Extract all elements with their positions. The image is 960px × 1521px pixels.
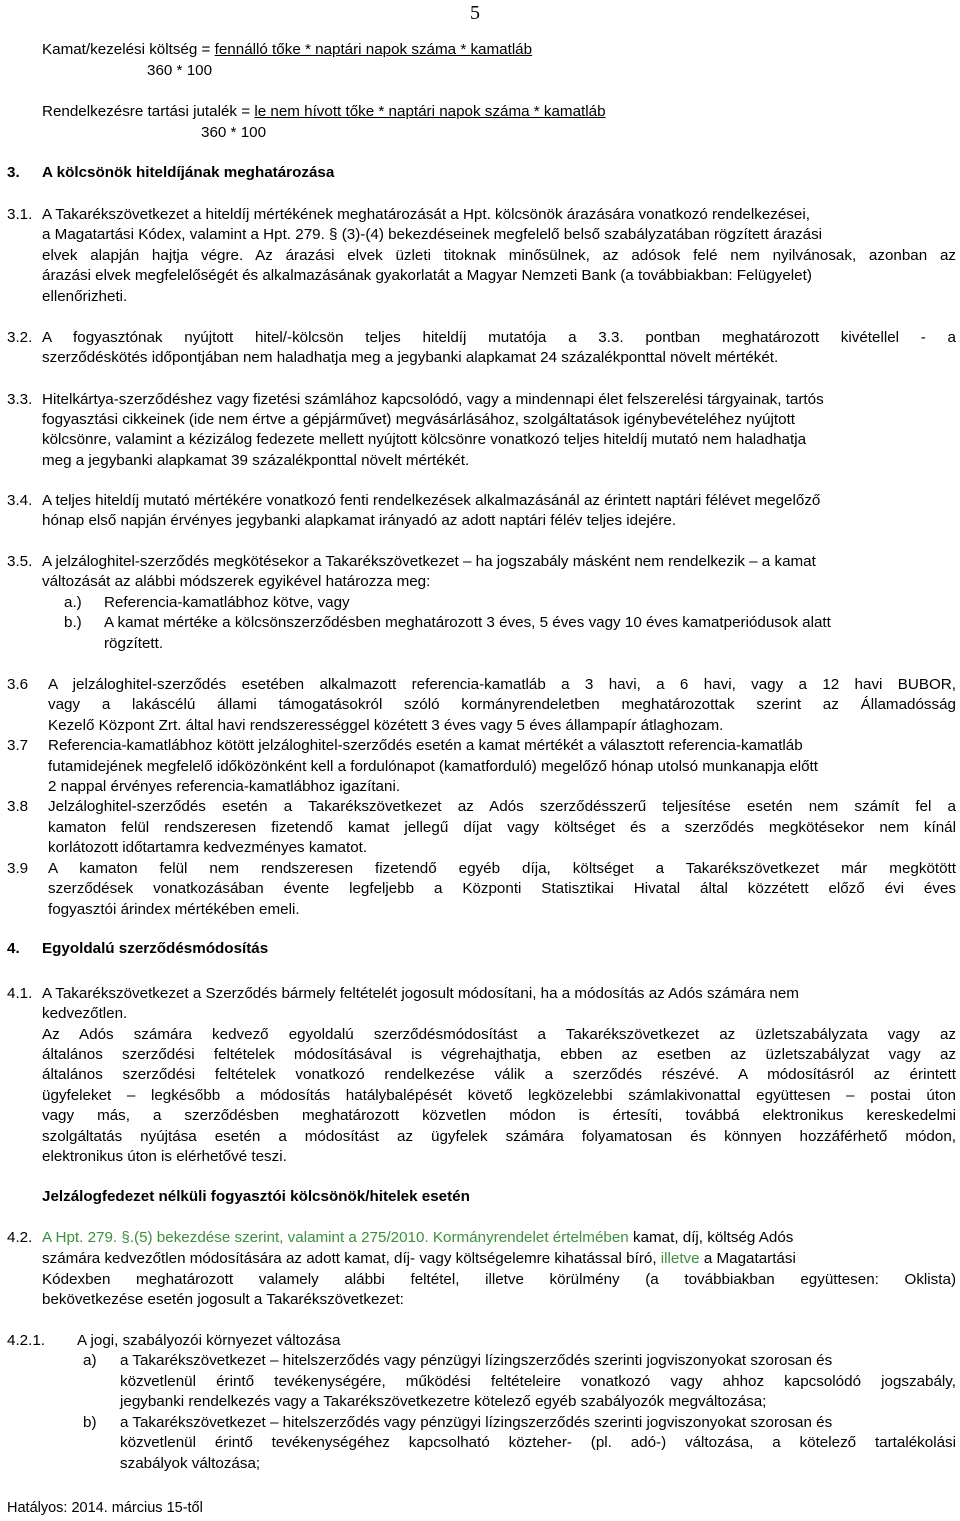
section-3-5-item-b-line-1: A kamat mértéke a kölcsönszerződésben meghatározott 3 éves, 5 éves vagy 10 éves kamatperiódusok alatt — [104, 614, 831, 631]
section-3-5-number: 3.5. — [7, 553, 33, 570]
section-4-1-line-2: kedvezőtlen. — [42, 1005, 128, 1022]
section-4-2-1-item-a-line-2: közvetlenül érintő tevékenységére, működési feltételeire vonatkozó vagy ahhoz kapcsolódó jogszabály, — [120, 1373, 956, 1390]
section-4-2-1-item-b-line-1: a Takarékszövetkezet – hitelszerződés vagy pénzügyi lízingszerződés szerinti jogviszonyokat szorosan és — [120, 1414, 833, 1431]
section-3-5-item-a-text: Referencia-kamatlábhoz kötve, vagy — [104, 594, 350, 611]
section-3-7-line-1: Referencia-kamatlábhoz kötött jelzáloghitel-szerződés esetén a kamat mértékét a választott referencia-kamatláb — [48, 737, 803, 754]
section-3-7-number: 3.7 — [7, 737, 29, 754]
section-3-3-number: 3.3. — [7, 391, 33, 408]
section-3-9-number: 3.9 — [7, 860, 29, 877]
section-4-2-1-item-a-line-3: jegybanki rendelkezés vagy a Takarékszövetkezetre kötelező egyéb szabályozók megváltozása; — [120, 1393, 767, 1410]
formula-interest-denominator: 360 * 100 — [147, 62, 213, 79]
formula-commitment-denominator: 360 * 100 — [201, 124, 267, 141]
section-3-5-item-a-label: a.) — [64, 594, 82, 611]
section-4-1-line-8: szolgáltatás nyújtása esetén a módosítást az ügyfelek számára folyamatosan és könnyen hozzáférhető módon, — [42, 1128, 956, 1145]
section-3-8-line-1: Jelzáloghitel-szerződés esetén a Takarékszövetkezet az Adós szerződésszerű teljesítése esetén nem számít fel a — [48, 798, 956, 815]
section-4-2-line-1 — [42, 1228, 793, 1248]
section-4-2-line-4: bekövetkezése esetén jogosult a Takarékszövetkezet: — [42, 1291, 404, 1308]
section-3-4-line-1: A teljes hiteldíj mutató mértékére vonatkozó fenti rendelkezések alkalmazásánál az érintett naptári félévet megelőző — [42, 492, 821, 509]
section-3-2-line-2: szerződéskötés időpontjában nem haladhatja meg a jegybanki alapkamat 24 százalékponttal növelt mértékét. — [42, 349, 779, 366]
section-3-1-line-4: árazási elvek megfelelőségét és alkalmazásának gyakorlatát a Magyar Nemzeti Bank (a továbbiakban: Felügyelet) — [42, 267, 812, 284]
section-3-2-line-1: A fogyasztónak nyújtott hitel/-kölcsön teljes hiteldíj mutatója a 3.3. pontban meghatározott kivétellel - a — [42, 329, 956, 346]
section-3-9-line-1: A kamaton felül nem rendszeresen fizetendő egyéb díja, költséget a Takarékszövetkezet már megkötött — [48, 860, 956, 877]
section-3-4-line-2: hónap első napján érvényes jegybanki alapkamat irányadó az adott naptári félév teljes idejére. — [42, 512, 677, 529]
section-4-1-line-7: vagy más, a szerződésben meghatározott közvetlen módon is értesíti, továbbá elektronikus kereskedelmi — [42, 1107, 956, 1124]
section-4-number: 4. — [7, 940, 20, 957]
section-3-8-line-3: korlátozott időtartamra kedvezményes kamatot. — [48, 839, 368, 856]
section-4-2-1-title: A jogi, szabályozói környezet változása — [77, 1332, 341, 1349]
section-4-1-line-1: A Takarékszövetkezet a Szerződés bármely feltételét jogosult módosítani, ha a módosítás az Adós számára nem — [42, 985, 799, 1002]
section-3-3-line-2: fogyasztási cikkeinek (ide nem értve a gépjárművet) megvásárlásához, szolgáltatások igénybevételéhez nyújtott — [42, 411, 796, 428]
section-4-1-number: 4.1. — [7, 985, 33, 1002]
section-3-1-number: 3.1. — [7, 206, 33, 223]
page-number: 5 — [470, 2, 480, 24]
section-3-5-line-2: változását az alábbi módszerek egyikével határozza meg: — [42, 573, 431, 590]
section-3-1-line-5: ellenőrizheti. — [42, 288, 128, 305]
section-3-number: 3. — [7, 164, 20, 181]
section-3-5-item-b-line-2: rögzített. — [104, 635, 164, 652]
section-3-9-line-2: szerződések vonatkozásában évente legfeljebb a Központi Statisztikai Hivatal által közzétett előző évi éves — [48, 880, 956, 897]
section-4-2-line-2-end: a Magatartási — [699, 1250, 796, 1267]
section-3-1-line-2: a Magatartási Kódex, valamint a Hpt. 279. § (3)-(4) bekezdéseinek megfelelő belső szabályzatában rögzített árazási — [42, 226, 823, 243]
section-3-5-item-b-label: b.) — [64, 614, 82, 631]
section-3-7-line-2: futamidejének megfelelő időközönként kell a fordulónapot (kamatforduló) megelőző hónap utolsó munkanapja előtt — [48, 758, 818, 775]
section-3-4-number: 3.4. — [7, 492, 33, 509]
section-3-6-line-1: A jelzáloghitel-szerződés esetében alkalmazott referencia-kamatláb a 3 havi, a 6 havi, vagy a 12 havi BUBOR, — [48, 676, 956, 693]
section-4-2-line-1-rest: kamat, díj, költség Adós — [628, 1229, 794, 1246]
section-4-2-1-item-b-label: b) — [83, 1414, 97, 1431]
section-4-2-1-item-b-line-3: szabályok változása; — [120, 1455, 261, 1472]
section-4-2-1-item-b-line-2: közvetlenül érintő tevékenységéhez kapcsolható közteher- (pl. adó-) változása, a kötelező tartalékolási — [120, 1434, 956, 1451]
section-4-1-line-5: általános szerződési feltételek vonatkozó rendelkezése válik a szerződés részévé. A módosításról az érintett — [42, 1066, 956, 1083]
section-4-2-line-2 — [42, 1249, 796, 1269]
formula-commitment-fee — [42, 102, 606, 122]
section-4-2-green-word: illetve — [660, 1250, 700, 1267]
section-3-3-line-4: meg a jegybanki alapkamat 39 százalékponttal növelt mértékét. — [42, 452, 470, 469]
section-3-6-line-3: Kezelő Központ Zrt. által havi rendszerességgel közétett 3 éves vagy 5 éves állampapír átlaghozam. — [48, 717, 724, 734]
section-3-1-line-3: elvek alapján hajtja végre. Az árazási elvek üzleti titoknak minősülnek, az adósok felé nem nyilvánosak, azonban az — [42, 247, 956, 264]
formula-interest-numerator: fennálló tőke * naptári napok száma * kamatláb — [214, 41, 533, 58]
section-3-6-line-2: vagy a lakáscélú állami támogatásokról szóló kormányrendeletben meghatározottak szerint az Államadósság — [48, 696, 956, 713]
footer-effective-date: Hatályos: 2014. március 15-től — [7, 1500, 203, 1516]
section-4-2-legal-reference: A Hpt. 279. §.(5) bekezdése szerint, valamint a 275/2010. Kormányrendelet értelmében — [42, 1229, 629, 1246]
formula-commitment-numerator: le nem hívott tőke * naptári napok száma * kamatláb — [254, 103, 606, 120]
section-3-7-line-3: 2 nappal érvényes referencia-kamatlábhoz igazítani. — [48, 778, 401, 795]
section-3-8-number: 3.8 — [7, 798, 29, 815]
section-3-3-line-3: kölcsönre, valamint a kézizálog fedezete mellett nyújtott kölcsönre vonatkozó teljes hiteldíj mutató nem haladhatja — [42, 431, 807, 448]
section-4-2-1-item-a-line-1: a Takarékszövetkezet – hitelszerződés vagy pénzügyi lízingszerződés szerinti jogviszonyokat szorosan és — [120, 1352, 833, 1369]
section-3-5-line-1: A jelzáloghitel-szerződés megkötésekor a Takarékszövetkezet – ha jogszabály másként nem rendelkezik – a kamat — [42, 553, 816, 570]
section-3-9-line-3: fogyasztói árindex mértékében emeli. — [48, 901, 300, 918]
section-4-1-line-9: elektronikus úton is elérhetővé teszi. — [42, 1148, 287, 1165]
section-4-title: Egyoldalú szerződésmódosítás — [42, 940, 269, 957]
section-3-title: A kölcsönök hiteldíjának meghatározása — [42, 164, 335, 181]
section-4-2-line-3: Kódexben meghatározott valamely alábbi feltétel, illetve körülmény (a továbbiakban együttesen: Oklista) — [42, 1271, 956, 1288]
section-3-8-line-2: kamaton felül rendszeresen fizetendő kamat jellegű díjat vagy költséget és a szerződés megkötésekor nem kínál — [48, 819, 956, 836]
section-3-6-number: 3.6 — [7, 676, 29, 693]
section-4-1-line-6: ügyfeleket – legkésőbb a módosítás hatálybalépését követő legközelebbi számlakivonattal együttesen – postai úton — [42, 1087, 956, 1104]
formula-interest — [42, 40, 532, 60]
section-3-3-line-1: Hitelkártya-szerződéshez vagy fizetési számlához kapcsolódó, vagy a mindennapi élet felszerelési tárgyainak, tartós — [42, 391, 824, 408]
formula-interest-label: Kamat/kezelési költség = — [42, 41, 215, 58]
section-4-2-number: 4.2. — [7, 1229, 33, 1246]
section-4-2-1-item-a-label: a) — [83, 1352, 97, 1369]
formula-commitment-label: Rendelkezésre tartási jutalék = — [42, 103, 255, 120]
section-4-1-line-3: Az Adós számára kedvező egyoldalú szerződésmódosítást a Takarékszövetkezet az üzletszabályzata vagy az — [42, 1026, 956, 1043]
section-3-2-number: 3.2. — [7, 329, 33, 346]
section-3-1-line-1: A Takarékszövetkezet a hiteldíj mértékének meghatározását a Hpt. kölcsönök árazására vonatkozó rendelkezései, — [42, 206, 810, 223]
section-4-2-line-2-start: számára kedvezőtlen módosítására az adott kamat, díj- vagy költségelemre kihatással bíró, — [42, 1250, 661, 1267]
subheading-unsecured-loans: Jelzálogfedezet nélküli fogyasztói kölcsönök/hitelek esetén — [42, 1188, 470, 1205]
section-4-2-1-number: 4.2.1. — [7, 1332, 45, 1349]
section-4-1-line-4: általános szerződési feltételek módosításával is végrehajthatja, ebben az esetben az üzletszabályzat vagy az — [42, 1046, 956, 1063]
